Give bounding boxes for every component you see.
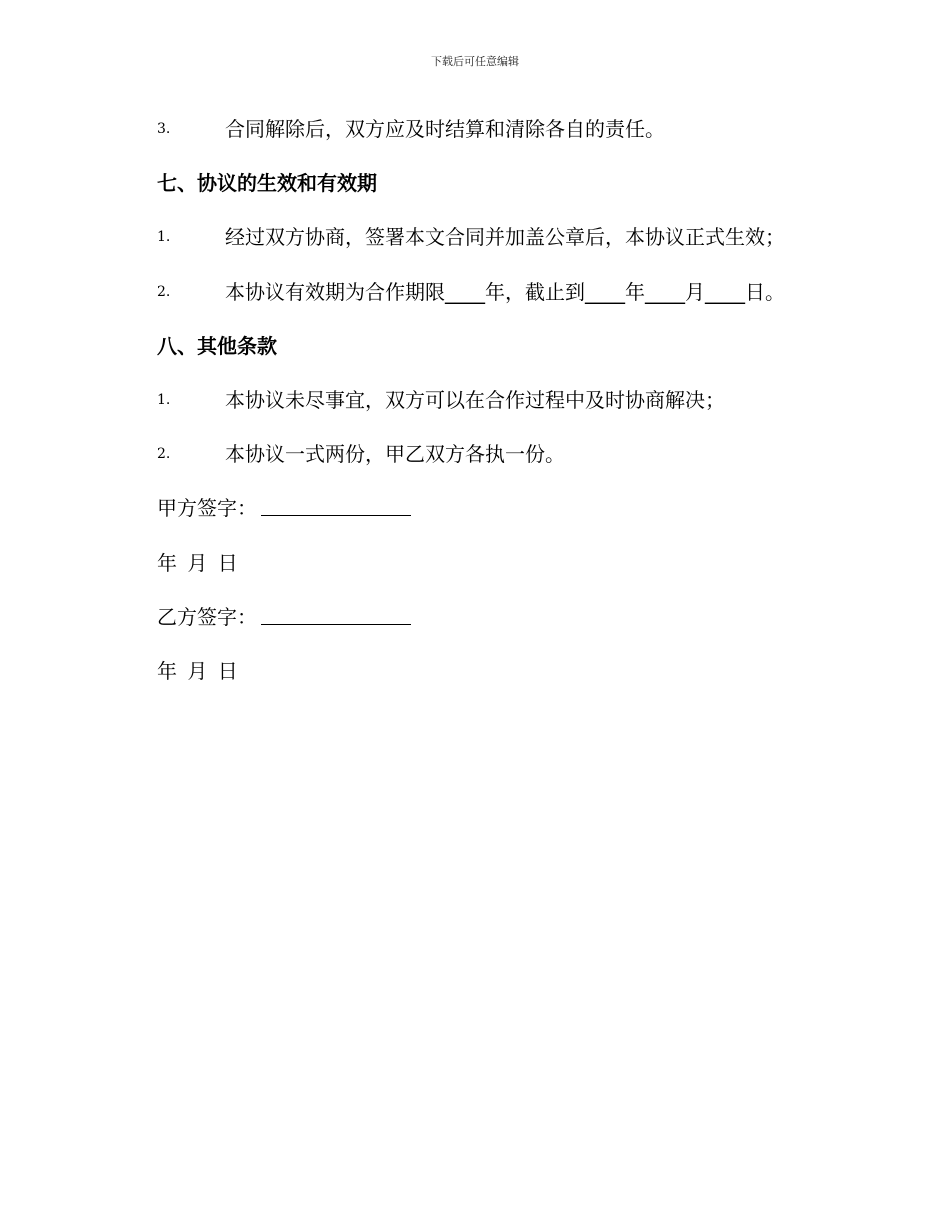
list-item bbox=[157, 277, 785, 307]
list-item-number: 2. bbox=[157, 284, 171, 300]
list-item-text: 经过双方协商，签署本文合同并加盖公章后，本协议正式生效； bbox=[225, 225, 785, 249]
party-b-signature-label: 乙方签字： bbox=[157, 605, 257, 629]
list-item bbox=[157, 222, 785, 252]
list-item-number: 1. bbox=[157, 392, 171, 408]
party-a-date: 年 月 日 bbox=[157, 551, 238, 575]
list-item-text: 合同解除后，双方应及时结算和清除各自的责任。 bbox=[225, 117, 665, 141]
party-a-signature-line bbox=[261, 493, 411, 516]
list-item bbox=[157, 439, 565, 469]
list-item-number: 3. bbox=[157, 121, 171, 137]
list-item-number: 1. bbox=[157, 229, 171, 245]
party-a-signature-label: 甲方签字： bbox=[157, 496, 257, 520]
section-heading-8: 八、其他条款 bbox=[157, 334, 277, 358]
list-item-number: 2. bbox=[157, 446, 171, 462]
section-heading-7: 七、协议的生效和有效期 bbox=[157, 171, 377, 195]
party-b-date: 年 月 日 bbox=[157, 659, 238, 683]
party-b-signature-line bbox=[261, 602, 411, 625]
list-item bbox=[157, 385, 725, 415]
party-b-signature bbox=[157, 602, 411, 632]
list-item-text: 本协议未尽事宜，双方可以在合作过程中及时协商解决； bbox=[225, 388, 725, 412]
list-item-text: 本协议一式两份，甲乙双方各执一份。 bbox=[225, 442, 565, 466]
party-a-signature bbox=[157, 493, 411, 523]
list-item bbox=[157, 114, 665, 144]
page-header: 下载后可任意编辑 bbox=[431, 55, 519, 68]
list-item-text: 本协议有效期为合作期限____年，截止到____年____月____日。 bbox=[225, 280, 785, 304]
